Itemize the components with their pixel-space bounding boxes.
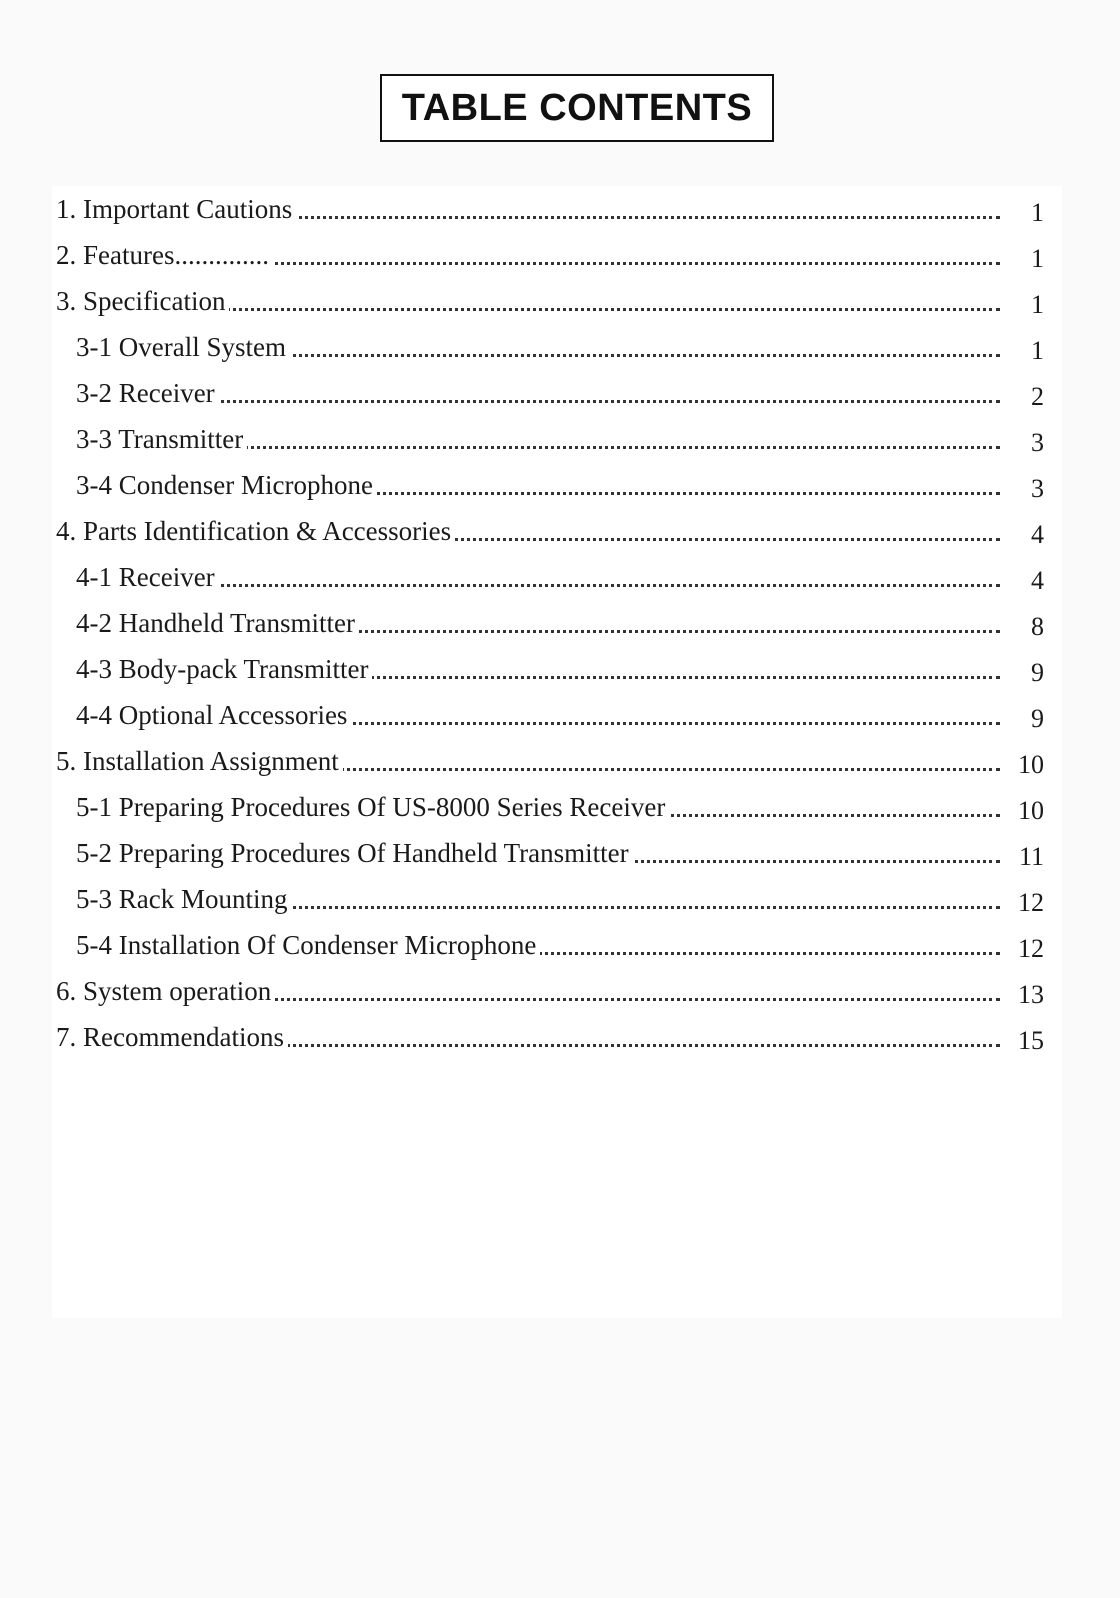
toc-entry-receiver[interactable] <box>52 370 1062 416</box>
toc-entry-label: 5-2 Preparing Procedures Of Handheld Transmitter <box>76 836 633 870</box>
toc-entry-overall-system[interactable] <box>52 324 1062 370</box>
toc-entry-label: 1. Important Cautions <box>56 192 296 226</box>
toc-entry-handheld-transmitter[interactable] <box>52 600 1062 646</box>
toc-entry-page: 4 <box>1031 520 1044 549</box>
toc-entry-installation-condenser[interactable] <box>52 922 1062 968</box>
toc-entry-page: 4 <box>1031 566 1044 595</box>
toc-entry-label: 5-3 Rack Mounting <box>76 882 291 916</box>
toc-entry-label: 3-2 Receiver <box>76 376 219 410</box>
toc-entry-page: 12 <box>1018 888 1044 917</box>
toc-entry-page: 10 <box>1018 796 1044 825</box>
toc-entry-label: 6. System operation <box>56 974 275 1008</box>
toc-entry-label: 4-2 Handheld Transmitter <box>76 606 359 640</box>
toc-entry-label: 4-4 Optional Accessories <box>76 698 351 732</box>
toc-entry-page: 1 <box>1031 198 1044 227</box>
title-box <box>380 74 774 142</box>
toc-entry-important-cautions[interactable] <box>52 186 1062 232</box>
toc-entry-parts-receiver[interactable] <box>52 554 1062 600</box>
toc-entry-specification[interactable] <box>52 278 1062 324</box>
toc-entry-recommendations[interactable] <box>52 1014 1062 1060</box>
page-title: TABLE CONTENTS <box>401 86 753 129</box>
toc-entry-label: 3-4 Condenser Microphone <box>76 468 377 502</box>
toc-entry-page: 9 <box>1031 704 1044 733</box>
toc-entry-label: 5-4 Installation Of Condenser Microphone <box>76 928 540 962</box>
toc-entry-condenser-microphone[interactable] <box>52 462 1062 508</box>
toc-entry-page: 11 <box>1018 842 1044 871</box>
toc-entry-page: 9 <box>1031 658 1044 687</box>
toc-entry-label: 3-1 Overall System <box>76 330 290 364</box>
toc-entry-optional-accessories[interactable] <box>52 692 1062 738</box>
toc-entry-parts-identification[interactable] <box>52 508 1062 554</box>
toc-entry-page: 2 <box>1031 382 1044 411</box>
toc-entry-label: 7. Recommendations <box>56 1020 288 1054</box>
toc-entry-page: 1 <box>1031 336 1044 365</box>
toc-entry-page: 10 <box>1018 750 1044 779</box>
toc-entry-page: 3 <box>1031 428 1044 457</box>
toc-entry-page: 8 <box>1031 612 1044 641</box>
toc-entry-page: 12 <box>1018 934 1044 963</box>
toc-entry-label: 3. Specification <box>56 284 229 318</box>
toc-entry-label: 5-1 Preparing Procedures Of US-8000 Series Receiver <box>76 790 669 824</box>
dot-leader <box>112 584 1000 587</box>
toc-entry-preparing-receiver[interactable] <box>52 784 1062 830</box>
toc-entry-label: 4. Parts Identification & Accessories <box>56 514 455 548</box>
dot-leader <box>112 400 1000 403</box>
toc-entry-page: 15 <box>1018 1026 1044 1055</box>
toc-entry-system-operation[interactable] <box>52 968 1062 1014</box>
toc-entry-transmitter[interactable] <box>52 416 1062 462</box>
toc-entry-features[interactable] <box>52 232 1062 278</box>
toc-entry-label: 4-3 Body-pack Transmitter <box>76 652 372 686</box>
toc-entry-page: 13 <box>1018 980 1044 1009</box>
toc-entry-label: 4-1 Receiver <box>76 560 219 594</box>
toc-entry-installation-assignment[interactable] <box>52 738 1062 784</box>
toc-entry-page: 3 <box>1031 474 1044 503</box>
toc-entry-label: 2. Features.............. <box>56 238 273 272</box>
dot-leader <box>112 308 1000 311</box>
toc-entry-page: 1 <box>1031 244 1044 273</box>
toc-entry-body-pack-transmitter[interactable] <box>52 646 1062 692</box>
toc-entry-rack-mounting[interactable] <box>52 876 1062 922</box>
toc-entry-preparing-handheld[interactable] <box>52 830 1062 876</box>
toc-entry-label: 3-3 Transmitter <box>76 422 247 456</box>
table-of-contents <box>52 186 1062 1318</box>
toc-entry-label: 5. Installation Assignment <box>56 744 343 778</box>
toc-entry-page: 1 <box>1031 290 1044 319</box>
